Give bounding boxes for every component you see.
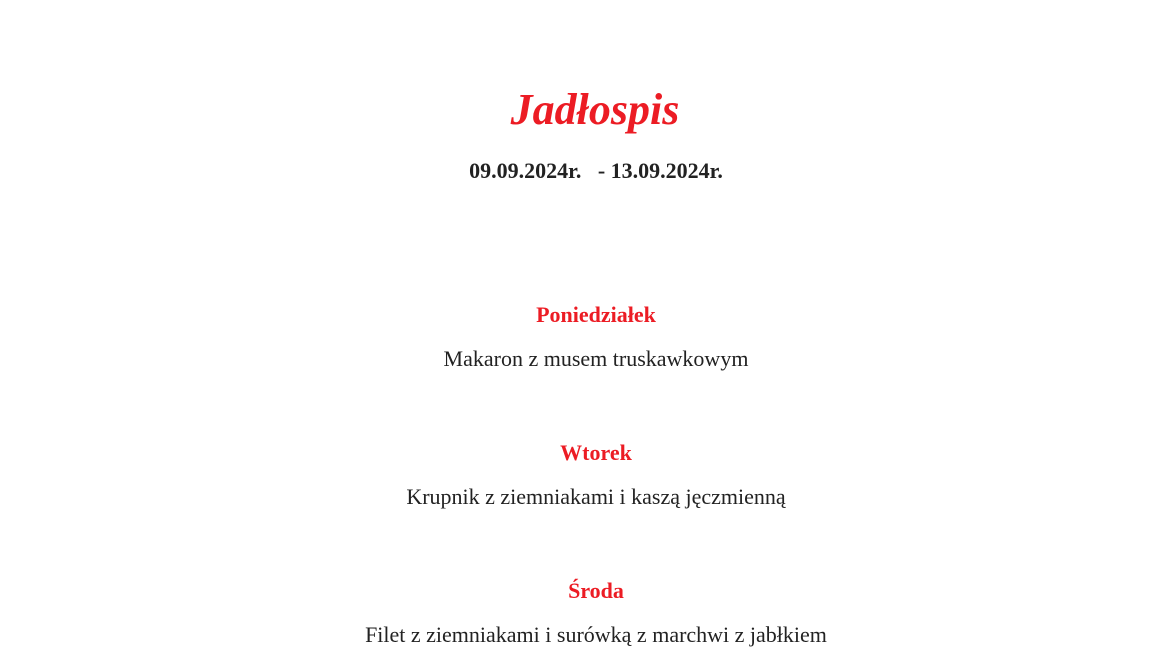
date-from: 09.09.2024r. (469, 158, 582, 183)
menu-title: Jadłospis (510, 85, 680, 134)
date-to: - 13.09.2024r. (597, 158, 723, 183)
day-heading-tuesday: Wtorek (560, 440, 632, 465)
dish-wednesday: Filet z ziemniakami i surówką z marchwi z jabłkiem (365, 622, 827, 647)
date-range (0, 156, 1152, 186)
day-heading-wednesday: Środa (568, 578, 624, 603)
dish-monday: Makaron z musem truskawkowym (443, 346, 749, 371)
day-heading-monday: Poniedziałek (536, 302, 656, 327)
dish-tuesday: Krupnik z ziemniakami i kaszą jęczmienną (406, 484, 786, 509)
